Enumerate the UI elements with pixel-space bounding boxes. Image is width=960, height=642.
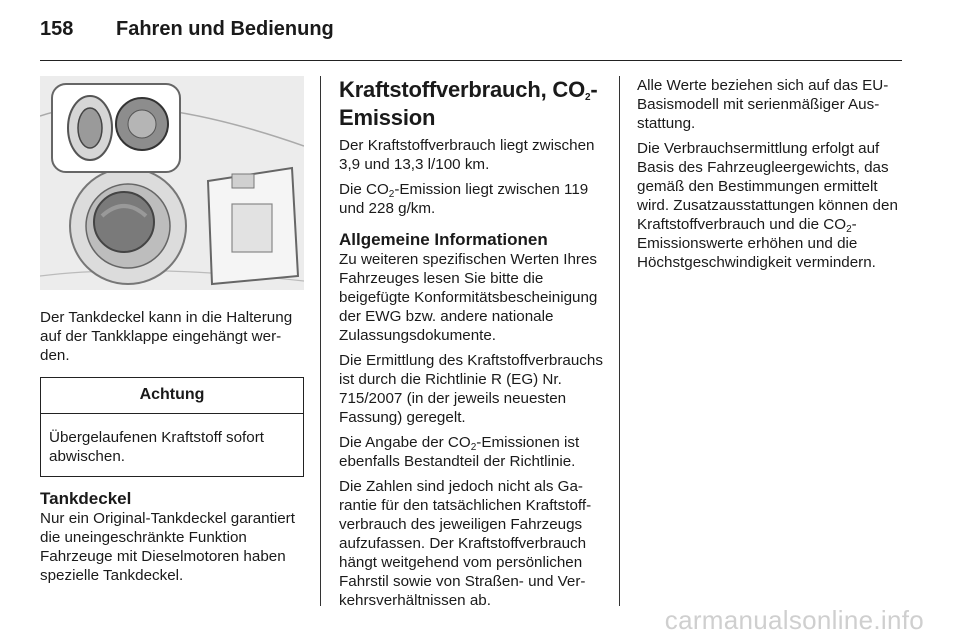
column-left <box>40 76 304 591</box>
section-text-tankdeckel: Nur ein Original-Tankdeckel garantiert die uneingeschränkte Funktion Fahrzeuge mit Dieselmotoren haben spezielle Tankdeckel. <box>40 510 295 584</box>
column-right <box>637 76 905 278</box>
paragraph: Die $CO_2$-Emission liegt zwischen 119 und 228 g/km. <box>339 181 589 217</box>
column-divider <box>320 76 321 606</box>
fuel-cap-illustration-icon <box>40 76 304 290</box>
page-number: 158 <box>40 18 74 40</box>
warning-title: Achtung <box>41 378 303 414</box>
header-rule <box>40 60 902 61</box>
section-heading-fuel-consumption: Kraftstoffverbrauch, $CO_2$-Emission <box>339 77 598 130</box>
paragraph: Die Zahlen sind jedoch nicht als Garantie für den tatsächlichen Kraftstoffverbrauch des jeweiligen Fahrzeugs aufzufassen. Der Kraftstoffverbrauch hängt weitgehend vom persönlichen Fahrstil sowie von Straßen- und Verkehrsverhältnissen ab. <box>339 478 592 609</box>
paragraph: Die Ermittlung des Kraftstoffverbrauchs ist durch die Richtlinie R (EG) Nr. 715/2007 (in der jeweils neuesten Fassung) geregelt. <box>339 352 603 426</box>
paragraph: Alle Werte beziehen sich auf das EU-Basismodell mit serienmäßiger Ausstattung. <box>637 77 889 132</box>
paragraph: Die Angabe der $CO_2$-Emissionen ist ebenfalls Bestandteil der Richtlinie. <box>339 434 580 470</box>
figure-caption: Der Tankdeckel kann in die Halterung auf der Tankklappe eingehängt werden. <box>40 309 293 364</box>
warning-box <box>40 377 304 477</box>
column-divider <box>619 76 620 606</box>
paragraph: Der Kraftstoffverbrauch liegt zwischen 3,9 und 13,3 l/100 km. <box>339 137 595 173</box>
page-title: Fahren und Bedienung <box>116 18 334 40</box>
paragraph: Die Verbrauchsermittlung erfolgt auf Basis des Fahrzeugleergewichts, das gemäß den Bestimmungen ermittelt wird. Zusatzausstattungen können den Kraftstoffverbrauch und die $CO_2$-Emissionswerte erhöhen und die Höchstgeschwindigkeit vermindern. <box>637 140 898 271</box>
watermark: carmanualsonline.info <box>664 605 924 635</box>
column-middle <box>339 76 603 616</box>
page-header <box>40 18 334 41</box>
subheading-general-info: Allgemeine Informationen <box>339 230 548 249</box>
warning-text: Übergelaufenen Kraftstoff sofort abwischen. <box>49 429 265 465</box>
paragraph: Zu weiteren spezifischen Werten Ihres Fahrzeuges lesen Sie bitte die beigefügte Konformitätsbescheinigung der EWG bzw. andere nationale Zulassungsdokumente. <box>339 251 598 344</box>
section-title-tankdeckel: Tankdeckel <box>40 489 132 508</box>
